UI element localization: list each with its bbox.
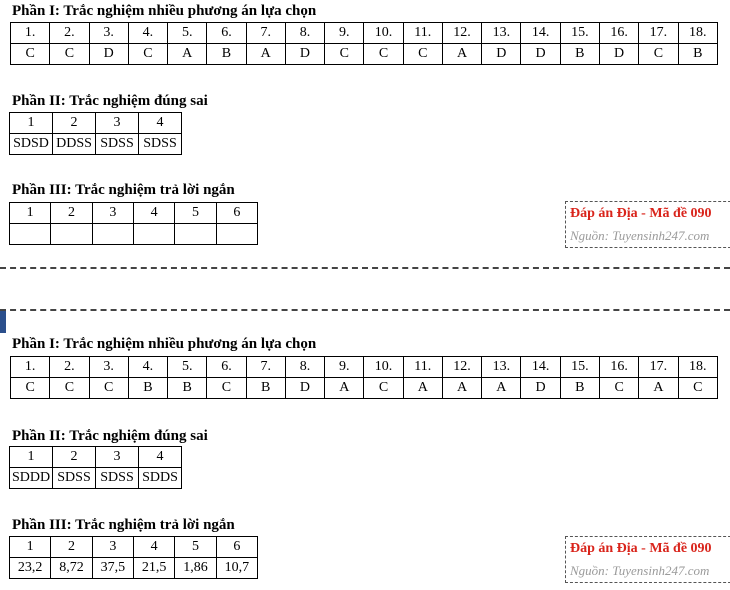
notice-title: Đáp án Địa - Mã đề 090: [570, 206, 712, 221]
question-number-cell: 9.: [325, 23, 364, 44]
question-number-cell: 10.: [364, 23, 403, 44]
question-number-cell: 2: [51, 203, 92, 224]
answer-cell: B: [560, 44, 599, 65]
question-number-cell: 11.: [403, 23, 442, 44]
question-number-cell: 1.: [11, 357, 50, 378]
question-number-cell: 15.: [560, 23, 599, 44]
question-number-cell: 5: [175, 203, 216, 224]
part3-heading: Phần III: Trắc nghiệm trả lời ngắn: [12, 182, 235, 198]
question-number-cell: 16.: [599, 23, 638, 44]
answer-cell: [175, 224, 216, 245]
question-number-cell: 1: [10, 113, 53, 134]
answer-cell: B: [128, 378, 167, 399]
notice-title: Đáp án Địa - Mã đề 090: [570, 541, 712, 556]
question-number-cell: 3: [96, 447, 139, 468]
part3-table: [9, 202, 258, 245]
answer-cell: D: [89, 44, 128, 65]
part2-number-row: [10, 113, 182, 134]
question-number-cell: 2: [53, 113, 96, 134]
part3-answer-row: [10, 558, 258, 579]
question-number-cell: 11.: [403, 357, 442, 378]
part3-number-row: [10, 203, 258, 224]
answer-cell: C: [599, 378, 638, 399]
question-number-cell: 7.: [246, 23, 285, 44]
answer-cell: D: [285, 378, 324, 399]
answer-cell: A: [168, 44, 207, 65]
answer-cell: C: [89, 378, 128, 399]
question-number-cell: 1.: [11, 23, 50, 44]
question-number-cell: 5.: [168, 357, 207, 378]
part1-answer-row: [11, 378, 718, 399]
answer-cell: C: [403, 44, 442, 65]
answer-cell: B: [207, 44, 246, 65]
answer-cell: C: [325, 44, 364, 65]
answer-cell: SDSS: [53, 468, 96, 489]
question-number-cell: 4: [139, 113, 182, 134]
answer-cell: C: [207, 378, 246, 399]
question-number-cell: 17.: [639, 357, 678, 378]
answer-cell: C: [678, 378, 717, 399]
question-number-cell: 9.: [325, 357, 364, 378]
side-tab-marker: [0, 311, 6, 333]
question-number-cell: 4.: [128, 357, 167, 378]
question-number-cell: 4: [133, 537, 174, 558]
question-number-cell: 1: [10, 537, 51, 558]
question-number-cell: 3: [96, 113, 139, 134]
question-number-cell: 3.: [89, 357, 128, 378]
answer-cell: DDSS: [53, 134, 96, 155]
question-number-cell: 1: [10, 203, 51, 224]
part1-answer-row: [11, 44, 718, 65]
question-number-cell: 2.: [50, 357, 89, 378]
answer-key-notice: [565, 201, 730, 248]
answer-cell: D: [599, 44, 638, 65]
notice-source: Nguồn: Tuyensinh247.com: [570, 228, 710, 243]
question-number-cell: 7.: [246, 357, 285, 378]
part2-number-row: [10, 447, 182, 468]
question-number-cell: 13.: [482, 23, 521, 44]
answer-cell: 8,72: [51, 558, 92, 579]
part2-answer-row: [10, 468, 182, 489]
question-number-cell: 4.: [128, 23, 167, 44]
answer-cell: C: [639, 44, 678, 65]
answer-cell: SDSS: [139, 134, 182, 155]
question-number-cell: 10.: [364, 357, 403, 378]
question-number-cell: 6: [216, 203, 257, 224]
answer-cell: C: [11, 378, 50, 399]
part3-answer-row: [10, 224, 258, 245]
question-number-cell: 5.: [168, 23, 207, 44]
question-number-cell: 2: [53, 447, 96, 468]
answer-cell: C: [128, 44, 167, 65]
answer-cell: [51, 224, 92, 245]
question-number-cell: 1: [10, 447, 53, 468]
part1-table: [10, 22, 718, 65]
question-number-cell: 13.: [482, 357, 521, 378]
part3-heading: Phần III: Trắc nghiệm trả lời ngắn: [12, 517, 235, 533]
answer-cell: 1,86: [175, 558, 216, 579]
part1-table: [10, 356, 718, 399]
question-number-cell: 4: [133, 203, 174, 224]
question-number-cell: 6: [216, 537, 257, 558]
part3-number-row: [10, 537, 258, 558]
divider-line: [0, 309, 730, 311]
part1-heading: Phần I: Trắc nghiệm nhiều phương án lựa chọn: [12, 336, 317, 352]
answer-cell: SDDD: [10, 468, 53, 489]
question-number-cell: 4: [139, 447, 182, 468]
answer-cell: D: [285, 44, 324, 65]
answer-cell: 23,2: [10, 558, 51, 579]
part2-table: [9, 112, 182, 155]
part3-table: [9, 536, 258, 579]
part1-number-row: [11, 357, 718, 378]
answer-cell: SDSS: [96, 134, 139, 155]
question-number-cell: 2: [51, 537, 92, 558]
answer-cell: C: [11, 44, 50, 65]
notice-source: Nguồn: Tuyensinh247.com: [570, 563, 710, 578]
answer-cell: [133, 224, 174, 245]
question-number-cell: 6.: [207, 357, 246, 378]
question-number-cell: 8.: [285, 23, 324, 44]
question-number-cell: 15.: [560, 357, 599, 378]
question-number-cell: 5: [175, 537, 216, 558]
answer-key-notice: [565, 536, 730, 583]
answer-cell: A: [403, 378, 442, 399]
question-number-cell: 18.: [678, 357, 717, 378]
answer-cell: 21,5: [133, 558, 174, 579]
part2-heading: Phần II: Trắc nghiệm đúng sai: [12, 428, 208, 444]
question-number-cell: 12.: [442, 23, 481, 44]
answer-cell: A: [442, 44, 481, 65]
answer-cell: [92, 224, 133, 245]
question-number-cell: 12.: [442, 357, 481, 378]
answer-cell: A: [246, 44, 285, 65]
answer-cell: A: [639, 378, 678, 399]
part2-answer-row: [10, 134, 182, 155]
answer-cell: D: [521, 378, 560, 399]
answer-cell: C: [50, 378, 89, 399]
part2-table: [9, 446, 182, 489]
answer-cell: SDDS: [139, 468, 182, 489]
answer-cell: A: [325, 378, 364, 399]
answer-cell: [10, 224, 51, 245]
answer-cell: 10,7: [216, 558, 257, 579]
question-number-cell: 3: [92, 537, 133, 558]
answer-cell: B: [168, 378, 207, 399]
answer-cell: C: [364, 378, 403, 399]
answer-cell: C: [50, 44, 89, 65]
part1-number-row: [11, 23, 718, 44]
answer-cell: B: [678, 44, 717, 65]
answer-cell: 37,5: [92, 558, 133, 579]
part1-heading: Phần I: Trắc nghiệm nhiều phương án lựa chọn: [12, 3, 317, 19]
question-number-cell: 3.: [89, 23, 128, 44]
part2-heading: Phần II: Trắc nghiệm đúng sai: [12, 93, 208, 109]
answer-cell: B: [560, 378, 599, 399]
question-number-cell: 6.: [207, 23, 246, 44]
answer-cell: D: [482, 44, 521, 65]
question-number-cell: 2.: [50, 23, 89, 44]
question-number-cell: 17.: [639, 23, 678, 44]
question-number-cell: 16.: [599, 357, 638, 378]
answer-cell: [216, 224, 257, 245]
divider-line: [0, 267, 730, 269]
question-number-cell: 14.: [521, 357, 560, 378]
answer-cell: SDSS: [96, 468, 139, 489]
answer-cell: C: [364, 44, 403, 65]
question-number-cell: 18.: [678, 23, 717, 44]
question-number-cell: 8.: [285, 357, 324, 378]
answer-cell: A: [442, 378, 481, 399]
answer-cell: SDSD: [10, 134, 53, 155]
answer-cell: A: [482, 378, 521, 399]
answer-cell: D: [521, 44, 560, 65]
question-number-cell: 14.: [521, 23, 560, 44]
question-number-cell: 3: [92, 203, 133, 224]
answer-cell: B: [246, 378, 285, 399]
